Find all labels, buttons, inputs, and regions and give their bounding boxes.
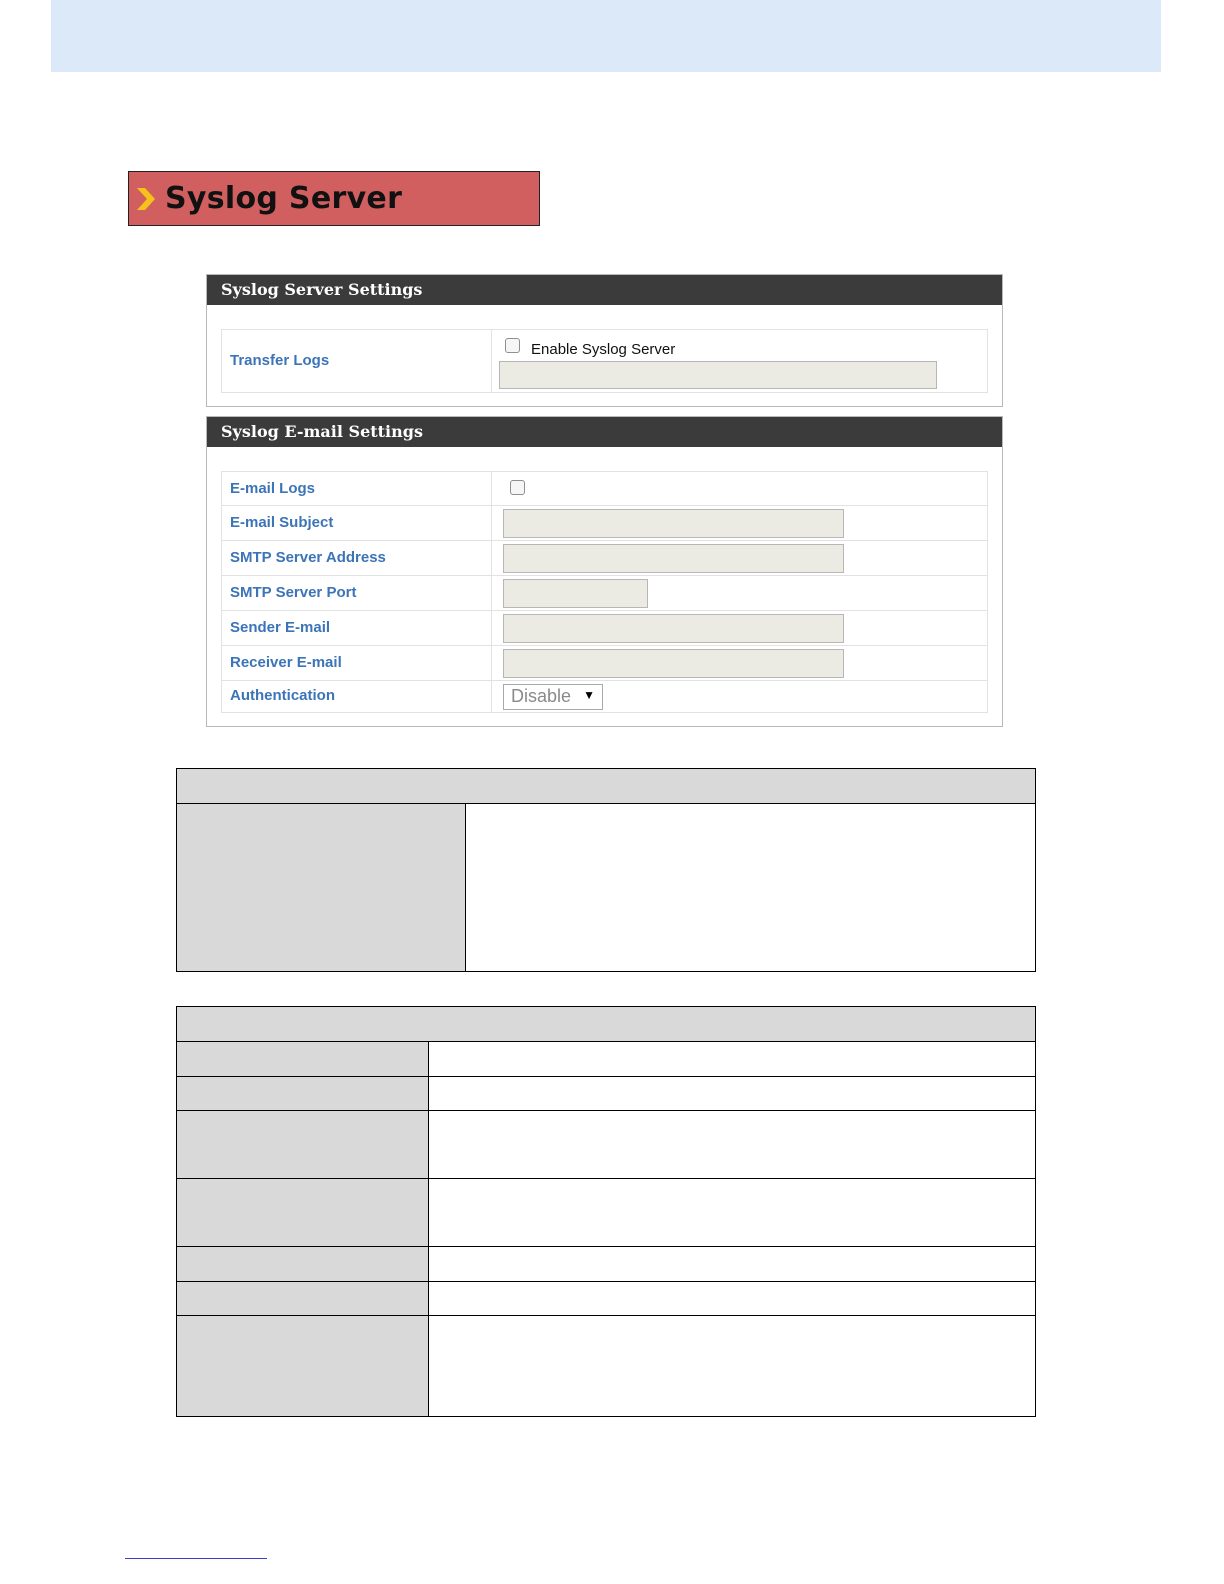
email-logs-checkbox[interactable] [510, 480, 525, 495]
table-row-divider [177, 1315, 1035, 1316]
sender-email-input[interactable] [503, 614, 844, 643]
enable-syslog-checkbox[interactable] [505, 338, 520, 353]
email-subject-label: E-mail Subject [230, 514, 334, 531]
receiver-email-input[interactable] [503, 649, 844, 678]
smtp-port-row [221, 575, 988, 611]
authentication-row [221, 680, 988, 713]
table-header [177, 769, 1035, 804]
syslog-server-input[interactable] [499, 361, 937, 389]
panel-header: Syslog E-mail Settings [207, 417, 1002, 447]
table-row-divider [177, 1281, 1035, 1282]
authentication-label: Authentication [230, 687, 335, 704]
table-row-divider [177, 1246, 1035, 1247]
authentication-select[interactable] [503, 684, 603, 710]
description-table-2 [176, 1006, 1036, 1417]
chevron-right-icon [135, 186, 157, 212]
panel-header: Syslog Server Settings [207, 275, 1002, 305]
smtp-address-input[interactable] [503, 544, 844, 573]
email-subject-row [221, 505, 988, 541]
footer-link-underline [125, 1558, 267, 1559]
sender-email-label: Sender E-mail [230, 619, 331, 636]
table-header [177, 1007, 1035, 1042]
authentication-selected: Disable [511, 686, 572, 706]
page-header-band [51, 0, 1161, 72]
enable-syslog-label: Enable Syslog Server [531, 341, 676, 358]
transfer-logs-row [221, 329, 988, 393]
receiver-email-label: Receiver E-mail [230, 654, 342, 671]
smtp-port-input[interactable] [503, 579, 648, 608]
smtp-address-row [221, 540, 988, 576]
section-banner [128, 171, 540, 226]
description-table-1 [176, 768, 1036, 972]
table-row-divider [177, 1178, 1035, 1179]
transfer-logs-label: Transfer Logs [230, 352, 330, 369]
table-row-divider [177, 1076, 1035, 1077]
section-title: Syslog Server [165, 181, 403, 216]
table-label-column [177, 1042, 429, 1416]
smtp-port-label: SMTP Server Port [230, 584, 357, 601]
syslog-server-settings-panel [206, 274, 1003, 407]
email-logs-row [221, 471, 988, 506]
table-row-divider [177, 1110, 1035, 1111]
email-subject-input[interactable] [503, 509, 844, 538]
table-label-cell [177, 804, 466, 971]
sender-email-row [221, 610, 988, 646]
receiver-email-row [221, 645, 988, 681]
smtp-address-label: SMTP Server Address [230, 549, 386, 566]
syslog-email-settings-panel [206, 416, 1003, 727]
email-logs-label: E-mail Logs [230, 480, 316, 497]
dropdown-arrow-icon: ▼ [583, 688, 595, 702]
